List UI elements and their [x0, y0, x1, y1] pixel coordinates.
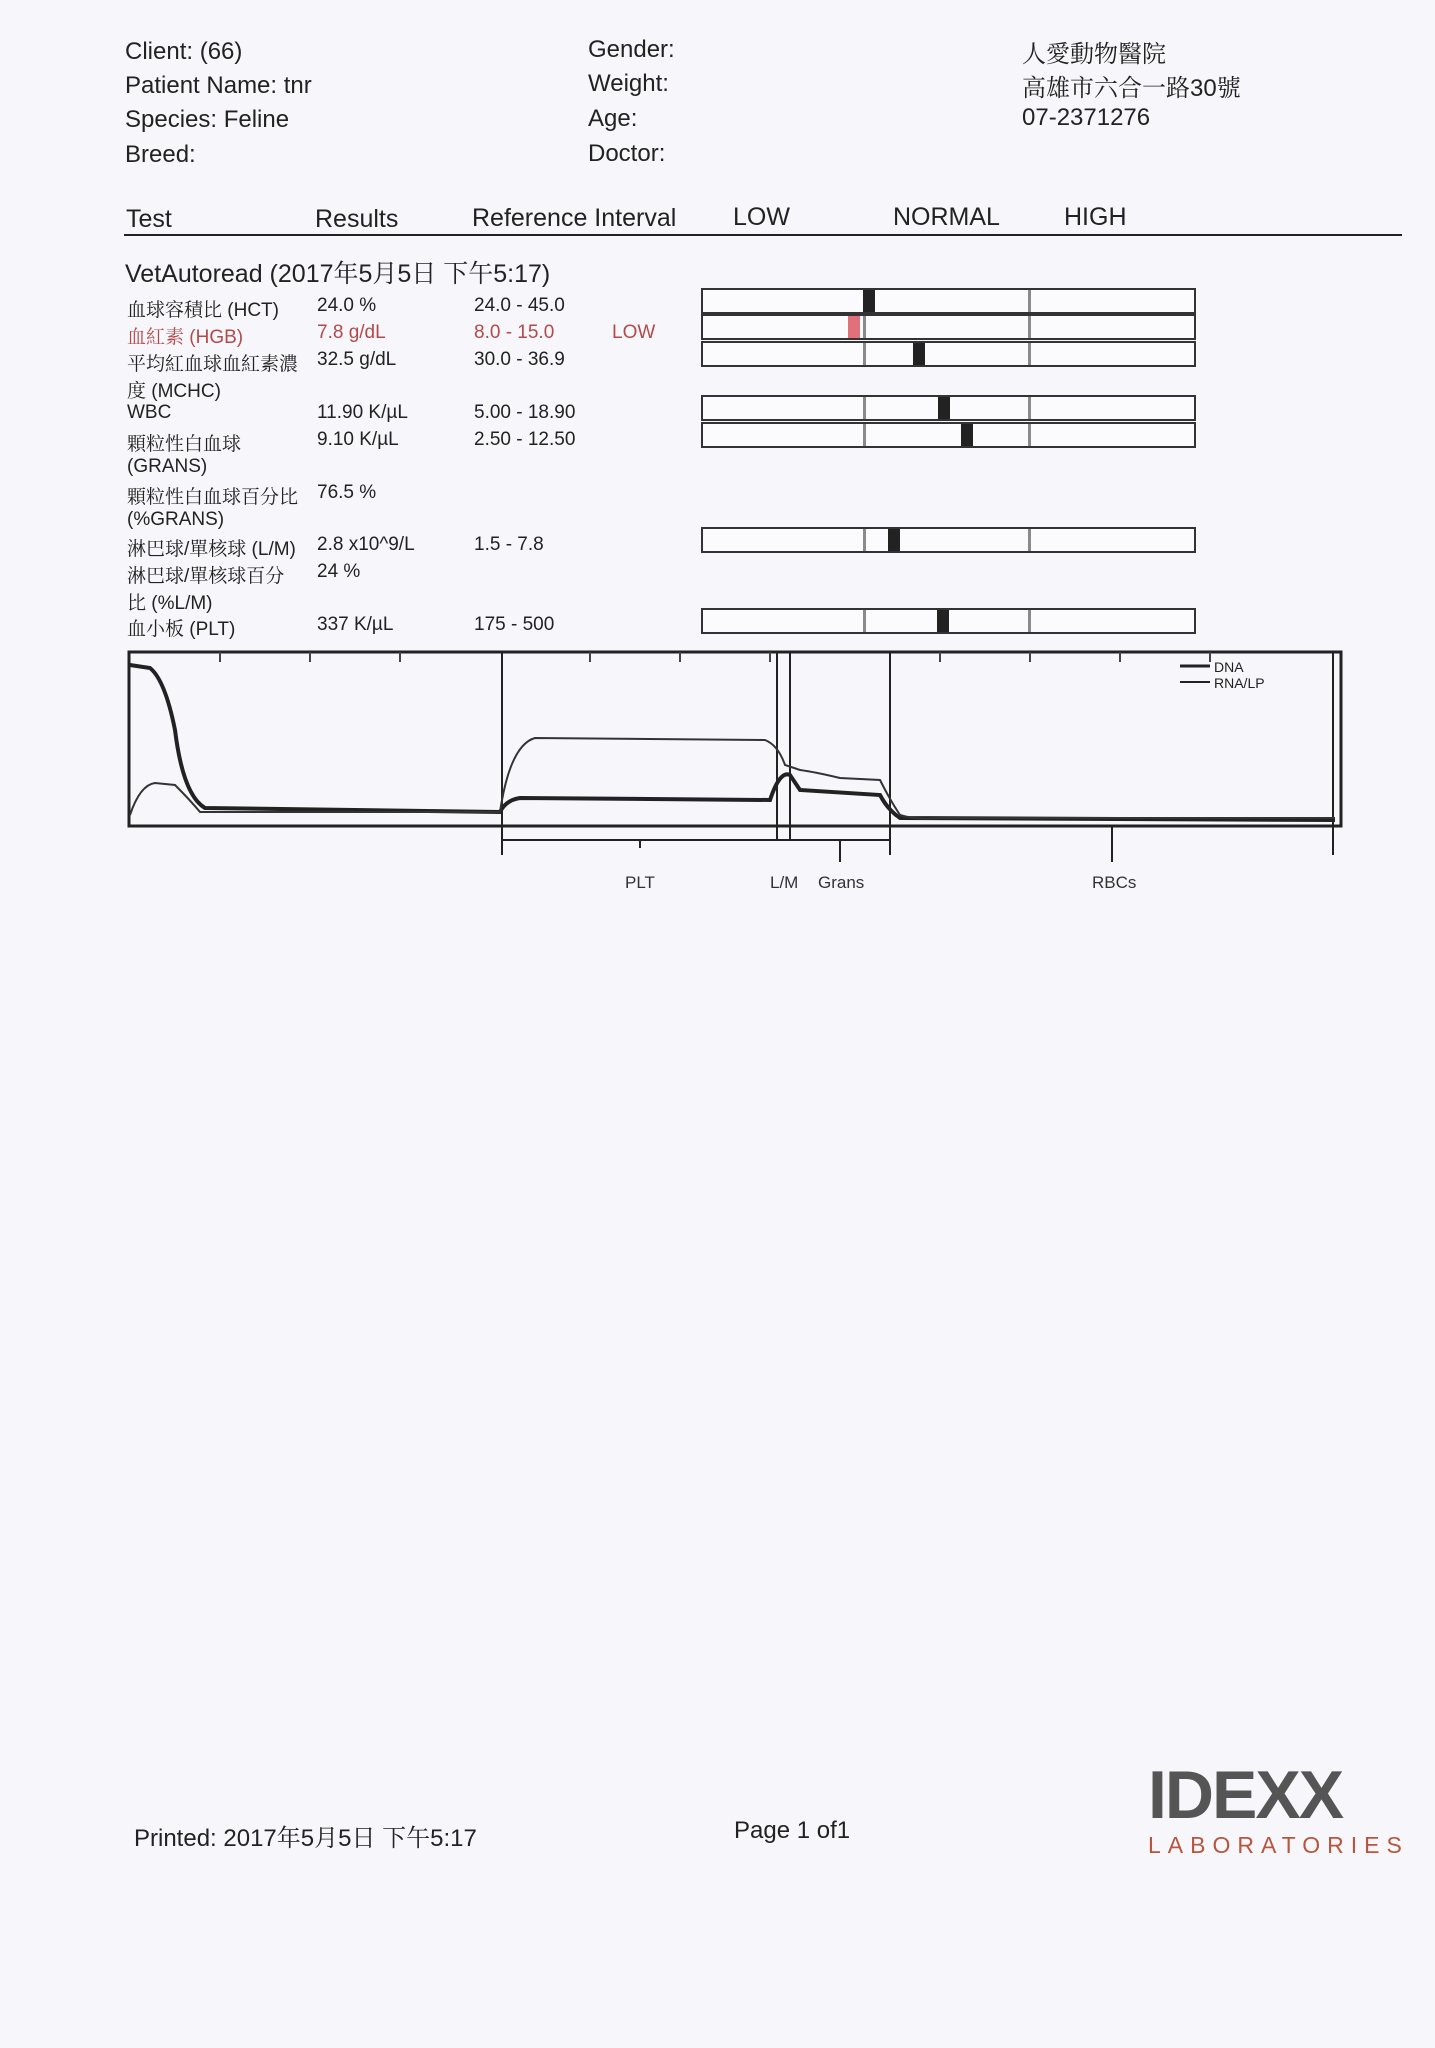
page-number: Page 1 of1 [734, 1817, 851, 1844]
species: Species: Feline [125, 106, 290, 133]
breed: Breed: [125, 141, 196, 168]
test-name-cont: (%GRANS) [127, 509, 225, 530]
test-name: WBC [127, 402, 172, 423]
clinic-name: 人愛動物醫院 [1022, 41, 1166, 68]
cell-histogram [0, 0, 1435, 900]
test-name: 淋巴球/單核球 (L/M) [127, 539, 296, 560]
test-reference: 5.00 - 18.90 [474, 402, 576, 423]
legend-rna: RNA/LP [1214, 675, 1265, 691]
age: Age: [588, 105, 638, 132]
test-reference: 1.5 - 7.8 [474, 534, 544, 555]
weight: Weight: [588, 70, 669, 97]
test-reference: 2.50 - 12.50 [474, 429, 576, 450]
col-high: HIGH [1064, 203, 1127, 231]
col-results: Results [315, 205, 399, 233]
test-reference: 24.0 - 45.0 [474, 295, 565, 316]
test-reference: 175 - 500 [474, 614, 555, 635]
clinic-phone: 07-2371276 [1022, 104, 1151, 131]
test-name: 顆粒性白血球百分比 [127, 487, 299, 508]
col-low: LOW [733, 203, 790, 231]
test-name: 平均紅血球血紅素濃 [127, 354, 299, 375]
test-result: 7.8 g/dL [317, 322, 386, 343]
test-name: 血球容積比 (HCT) [127, 300, 279, 321]
legend-dna: DNA [1214, 659, 1244, 675]
gender: Gender: [588, 36, 675, 63]
label-grans: Grans [818, 873, 865, 892]
test-result: 9.10 K/µL [317, 429, 399, 450]
low-flag: LOW [612, 322, 656, 343]
test-result: 24.0 % [317, 295, 377, 316]
printed-timestamp: Printed: 2017年5月5日 下午5:17 [134, 1825, 477, 1852]
test-name-cont: (GRANS) [127, 456, 208, 477]
col-test: Test [126, 205, 172, 233]
doctor: Doctor: [588, 140, 666, 167]
section-title: VetAutoread (2017年5月5日 下午5:17) [125, 260, 551, 288]
test-result: 337 K/µL [317, 614, 394, 635]
test-name: 血小板 (PLT) [127, 619, 236, 640]
test-name: 血紅素 (HGB) [127, 327, 244, 348]
test-result: 11.90 K/µL [317, 402, 408, 423]
test-name-cont: 度 (MCHC) [127, 381, 221, 402]
test-name-cont: 比 (%L/M) [127, 593, 213, 614]
test-reference: 30.0 - 36.9 [474, 349, 565, 370]
label-rbcs: RBCs [1092, 873, 1137, 892]
idexx-logo-sub: LABORATORIES [1148, 1832, 1409, 1858]
test-result: 2.8 x10^9/L [317, 534, 415, 555]
test-result: 24 % [317, 561, 361, 582]
patient-name: Patient Name: tnr [125, 72, 312, 99]
label-lm: L/M [770, 873, 799, 892]
test-reference: 8.0 - 15.0 [474, 322, 555, 343]
test-name: 顆粒性白血球 [127, 434, 242, 455]
col-normal: NORMAL [893, 203, 1000, 231]
client-label: Client: (66) [125, 38, 243, 65]
col-reference: Reference Interval [472, 204, 677, 232]
test-result: 76.5 % [317, 482, 377, 503]
idexx-logo: IDEXX [1148, 1757, 1343, 1833]
test-name: 淋巴球/單核球百分 [127, 566, 285, 587]
test-result: 32.5 g/dL [317, 349, 397, 370]
clinic-address: 高雄市六合一路30號 [1022, 75, 1241, 102]
label-plt: PLT [625, 873, 655, 892]
